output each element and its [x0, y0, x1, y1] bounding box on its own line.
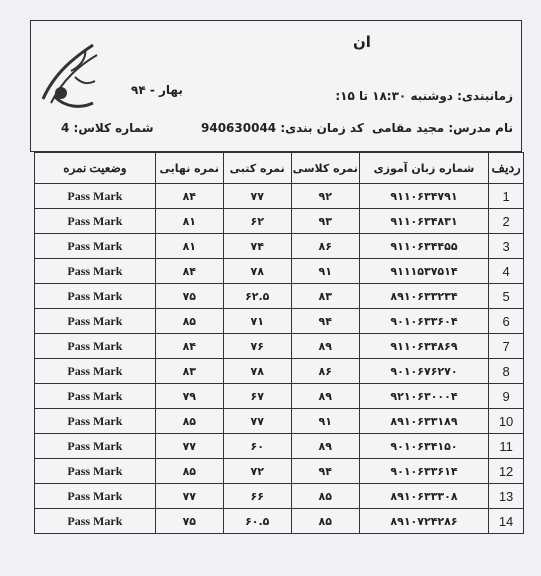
- written-score: ۷۶: [223, 334, 291, 359]
- row-number: 9: [489, 384, 524, 409]
- student-id: ۹۱۱۰۶۳۴۴۵۵: [359, 234, 488, 259]
- score-status: Pass Mark: [35, 434, 156, 459]
- final-score: ۸۵: [155, 409, 223, 434]
- score-status: Pass Mark: [35, 459, 156, 484]
- student-id: ۹۰۱۰۶۷۶۲۷۰: [359, 359, 488, 384]
- score-status: Pass Mark: [35, 359, 156, 384]
- score-status: Pass Mark: [35, 384, 156, 409]
- score-status: Pass Mark: [35, 509, 156, 534]
- schedule-text: زمانبندی: دوشنبه ۱۸:۳۰ تا ۱۵:: [335, 89, 513, 103]
- class-score: ۹۴: [291, 309, 359, 334]
- header-final-score: نمره نهایی: [155, 153, 223, 184]
- table-row: [35, 259, 524, 284]
- written-score: ۷۸: [223, 259, 291, 284]
- class-score: ۹۲: [291, 184, 359, 209]
- table-row: [35, 459, 524, 484]
- table-row: [35, 484, 524, 509]
- written-score: ۷۷: [223, 409, 291, 434]
- grades-table: [34, 152, 524, 534]
- final-score: ۸۵: [155, 459, 223, 484]
- score-status: Pass Mark: [35, 309, 156, 334]
- student-id: ۸۹۱۰۷۲۴۲۸۶: [359, 509, 488, 534]
- student-id: ۹۱۱۰۶۳۴۷۹۱: [359, 184, 488, 209]
- class-score: ۹۱: [291, 259, 359, 284]
- table-row: [35, 334, 524, 359]
- class-score: ۸۶: [291, 359, 359, 384]
- student-id: ۹۱۱۰۶۳۴۸۳۱: [359, 209, 488, 234]
- written-score: ۶۰: [223, 434, 291, 459]
- score-status: Pass Mark: [35, 209, 156, 234]
- student-id: ۹۰۱۰۶۳۳۶۱۴: [359, 459, 488, 484]
- class-number: [61, 121, 154, 135]
- class-score: ۸۹: [291, 434, 359, 459]
- row-number: 3: [489, 234, 524, 259]
- final-score: ۸۴: [155, 334, 223, 359]
- table-header-row: [35, 153, 524, 184]
- final-score: ۷۷: [155, 484, 223, 509]
- table-row: [35, 509, 524, 534]
- table-row: [35, 409, 524, 434]
- header-status: وضعیت نمره: [35, 153, 156, 184]
- class-score: ۹۱: [291, 409, 359, 434]
- final-score: ۸۴: [155, 184, 223, 209]
- student-id: ۹۱۱۰۶۳۴۸۶۹: [359, 334, 488, 359]
- class-number-value: 4: [61, 121, 70, 135]
- grades-table-body: [35, 184, 524, 534]
- score-status: Pass Mark: [35, 484, 156, 509]
- score-status: Pass Mark: [35, 334, 156, 359]
- row-number: 1: [489, 184, 524, 209]
- class-score: ۸۵: [291, 484, 359, 509]
- written-score: ۶۶: [223, 484, 291, 509]
- class-score: ۸۹: [291, 384, 359, 409]
- row-number: 10: [489, 409, 524, 434]
- table-row: [35, 384, 524, 409]
- student-id: ۹۰۱۰۶۳۴۱۵۰: [359, 434, 488, 459]
- final-score: ۷۵: [155, 284, 223, 309]
- student-id: ۹۱۱۱۵۳۷۵۱۴: [359, 259, 488, 284]
- table-row: [35, 234, 524, 259]
- written-score: ۷۷: [223, 184, 291, 209]
- row-number: 11: [489, 434, 524, 459]
- score-status: Pass Mark: [35, 409, 156, 434]
- student-id: ۸۹۱۰۶۳۳۱۸۹: [359, 409, 488, 434]
- row-number: 5: [489, 284, 524, 309]
- class-score: ۸۵: [291, 509, 359, 534]
- page-title: ان: [353, 33, 371, 51]
- written-score: ۷۴: [223, 234, 291, 259]
- row-number: 4: [489, 259, 524, 284]
- row-number: 6: [489, 309, 524, 334]
- written-score: ۷۱: [223, 309, 291, 334]
- schedule-code-value: 940630044: [201, 121, 277, 135]
- student-id: ۹۲۱۰۶۳۰۰۰۴: [359, 384, 488, 409]
- class-score: ۹۳: [291, 209, 359, 234]
- score-status: Pass Mark: [35, 234, 156, 259]
- final-score: ۸۱: [155, 234, 223, 259]
- final-score: ۸۴: [155, 259, 223, 284]
- class-score: ۸۳: [291, 284, 359, 309]
- class-score: ۸۶: [291, 234, 359, 259]
- final-score: ۷۵: [155, 509, 223, 534]
- class-score: ۸۹: [291, 334, 359, 359]
- teacher-text: نام مدرس: مجید مقامی: [371, 121, 513, 135]
- written-score: ۶۲: [223, 209, 291, 234]
- row-number: 2: [489, 209, 524, 234]
- institute-logo-icon: [35, 37, 105, 117]
- table-row: [35, 434, 524, 459]
- final-score: ۷۷: [155, 434, 223, 459]
- header-class-score: نمره کلاسی: [291, 153, 359, 184]
- final-score: ۸۱: [155, 209, 223, 234]
- score-status: Pass Mark: [35, 284, 156, 309]
- final-score: ۷۹: [155, 384, 223, 409]
- schedule-code-label: کد زمان بندی:: [280, 121, 364, 135]
- class-score: ۹۴: [291, 459, 359, 484]
- written-score: ۶۰.۵: [223, 509, 291, 534]
- table-row: [35, 309, 524, 334]
- term-text: بهار - ۹۴: [131, 83, 183, 97]
- row-number: 7: [489, 334, 524, 359]
- student-id: ۸۹۱۰۶۳۳۲۳۴: [359, 284, 488, 309]
- student-id: ۹۰۱۰۶۳۳۶۰۴: [359, 309, 488, 334]
- header-written-score: نمره کتبی: [223, 153, 291, 184]
- schedule-code: [201, 121, 364, 135]
- row-number: 8: [489, 359, 524, 384]
- table-row: [35, 359, 524, 384]
- table-row: [35, 184, 524, 209]
- table-row: [35, 209, 524, 234]
- final-score: ۸۵: [155, 309, 223, 334]
- score-status: Pass Mark: [35, 184, 156, 209]
- final-score: ۸۳: [155, 359, 223, 384]
- class-number-label: شماره کلاس:: [73, 121, 154, 135]
- header-row-number: ردیف: [489, 153, 524, 184]
- written-score: ۷۸: [223, 359, 291, 384]
- report-header: [30, 20, 522, 152]
- row-number: 12: [489, 459, 524, 484]
- row-number: 13: [489, 484, 524, 509]
- written-score: ۶۷: [223, 384, 291, 409]
- header-student-id: شماره زبان آموزی: [359, 153, 488, 184]
- student-id: ۸۹۱۰۶۳۳۳۰۸: [359, 484, 488, 509]
- row-number: 14: [489, 509, 524, 534]
- score-status: Pass Mark: [35, 259, 156, 284]
- table-row: [35, 284, 524, 309]
- written-score: ۶۲.۵: [223, 284, 291, 309]
- written-score: ۷۲: [223, 459, 291, 484]
